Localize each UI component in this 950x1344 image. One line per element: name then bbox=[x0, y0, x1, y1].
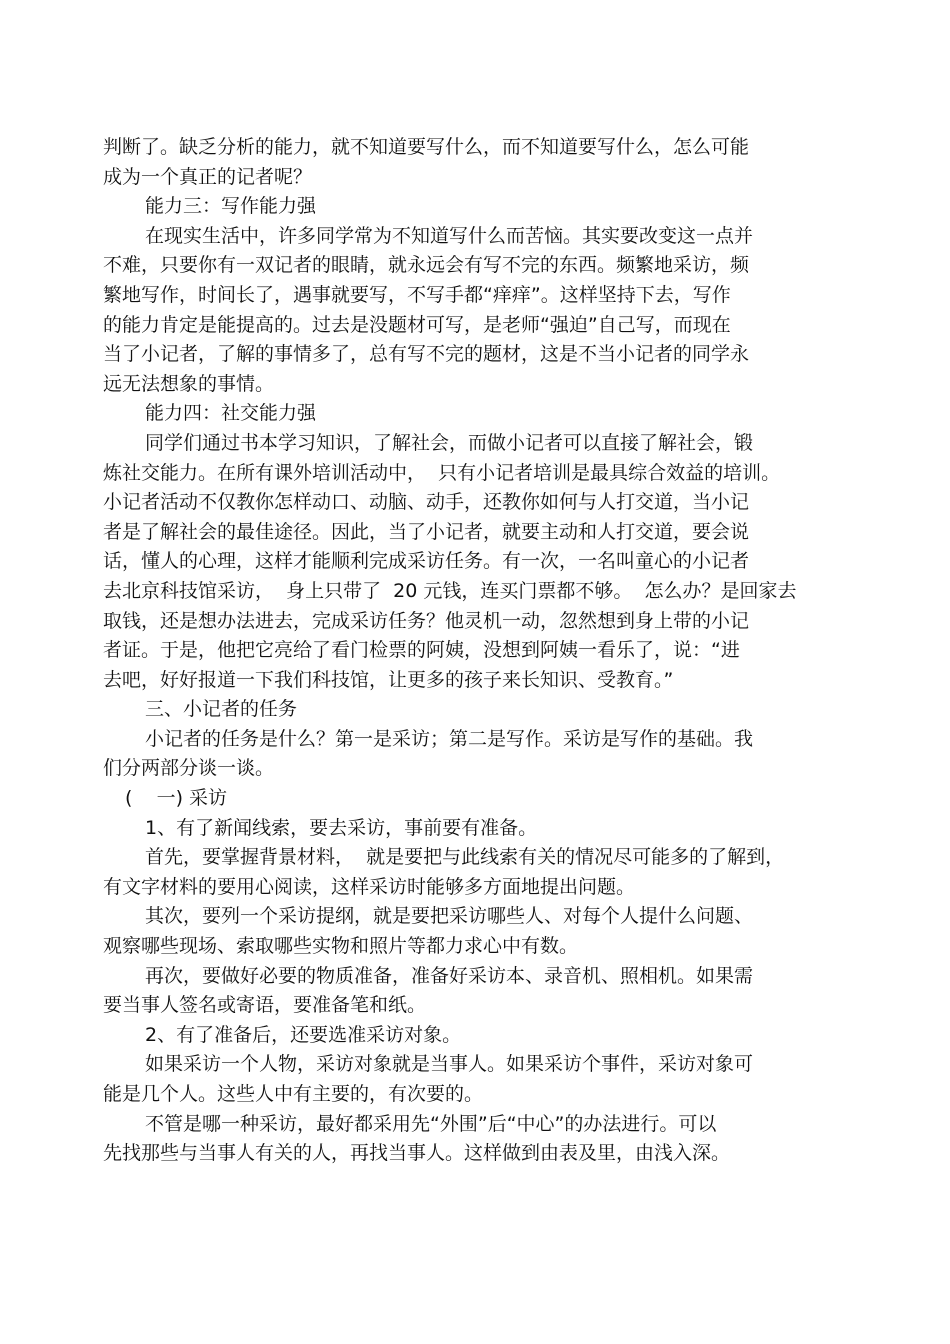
paragraph-line: 先找那些与当事人有关的人，再找当事人。这样做到由表及里，由浅入深。 bbox=[103, 1142, 731, 1165]
paragraph-line: 的能力肯定是能提高的。过去是没题材可写，是老师“强迫”自己写，而现在 bbox=[103, 313, 731, 336]
paragraph-line: 不难，只要你有一双记者的眼睛，就永远会有写不完的东西。频繁地采访，频 bbox=[103, 254, 750, 277]
paragraph-line: 要当事人签名或寄语，要准备笔和纸。 bbox=[103, 994, 427, 1017]
paragraph-line: 首先，要掌握背景材料， 就是要把与此线索有关的情况尽可能多的了解到， bbox=[145, 846, 785, 869]
paragraph-line: 如果采访一个人物，采访对象就是当事人。如果采访个事件，采访对象可 bbox=[145, 1053, 754, 1076]
paragraph-line: 小记者活动不仅教你怎样动口、动脑、动手，还教你如何与人打交道，当小记 bbox=[103, 491, 750, 514]
paragraph-line: 同学们通过书本学习知识，了解社会，而做小记者可以直接了解社会，锻 bbox=[145, 431, 754, 454]
list-item-heading: 2、有了准备后，还要选准采访对象。 bbox=[145, 1023, 462, 1046]
list-item-heading: 1、有了新闻线索，要去采访，事前要有准备。 bbox=[145, 816, 538, 839]
paragraph-line: 在现实生活中，许多同学常为不知道写什么而苦恼。其实要改变这一点并 bbox=[145, 224, 754, 247]
section-heading: 三、小记者的任务 bbox=[145, 698, 298, 721]
paragraph-line: 者证。于是，他把它亮给了看门检票的阿姨，没想到阿姨一看乐了，说：“进 bbox=[103, 639, 740, 662]
paragraph-line: 其次，要列一个采访提纲，就是要把采访哪些人、对每个人提什么问题、 bbox=[145, 905, 754, 928]
paragraph-line: 们分两部分谈一谈。 bbox=[103, 757, 275, 780]
paragraph-line: 繁地写作，时间长了，遇事就要写，不写手都“痒痒”。这样坚持下去，写作 bbox=[103, 283, 731, 306]
paragraph-line: 者是了解社会的最佳途径。因此，当了小记者，就要主动和人打交道，要会说 bbox=[103, 520, 750, 543]
paragraph-line: 去北京科技馆采访， 身上只带了 20 元钱，连买门票都不够。 怎么办？是回家去 bbox=[103, 579, 797, 602]
paragraph-line: 不管是哪一种采访，最好都采用先“外围”后“中心”的办法进行。可以 bbox=[145, 1112, 717, 1135]
paragraph-line: 成为一个真正的记者呢？ bbox=[103, 165, 313, 188]
paragraph-line: 能是几个人。这些人中有主要的，有次要的。 bbox=[103, 1083, 484, 1105]
paragraph-line: 判断了。缺乏分析的能力，就不知道要写什么，而不知道要写什么，怎么可能 bbox=[103, 136, 750, 158]
paragraph-line: 有文字材料的要用心阅读，这样采访时能够多方面地提出问题。 bbox=[103, 875, 636, 898]
section-heading: 能力三：写作能力强 bbox=[145, 195, 317, 218]
paragraph-line: 观察哪些现场、索取哪些实物和照片等都力求心中有数。 bbox=[103, 935, 579, 958]
paragraph-line: 再次，要做好必要的物质准备，准备好采访本、录音机、照相机。如果需 bbox=[145, 964, 754, 987]
paragraph-line: 当了小记者，了解的事情多了，总有写不完的题材，这是不当小记者的同学永 bbox=[103, 343, 750, 366]
paragraph-line: 远无法想象的事情。 bbox=[103, 372, 275, 395]
subsection-heading: ( 一) 采访 bbox=[125, 787, 228, 810]
section-heading: 能力四：社交能力强 bbox=[145, 402, 317, 425]
body-text bbox=[103, 133, 863, 1169]
paragraph-line: 小记者的任务是什么？第一是采访；第二是写作。采访是写作的基础。我 bbox=[145, 727, 754, 750]
paragraph-line: 取钱，还是想办法进去，完成采访任务？他灵机一动，忽然想到身上带的小记 bbox=[103, 609, 750, 632]
paragraph-line: 去吧，好好报道一下我们科技馆，让更多的孩子来长知识、受教育。” bbox=[103, 668, 674, 691]
paragraph-line: 炼社交能力。在所有课外培训活动中， 只有小记者培训是最具综合效益的培训。 bbox=[103, 461, 781, 484]
paragraph-line: 话，懂人的心理，这样才能顺利完成采访任务。有一次，一名叫童心的小记者 bbox=[103, 550, 750, 573]
